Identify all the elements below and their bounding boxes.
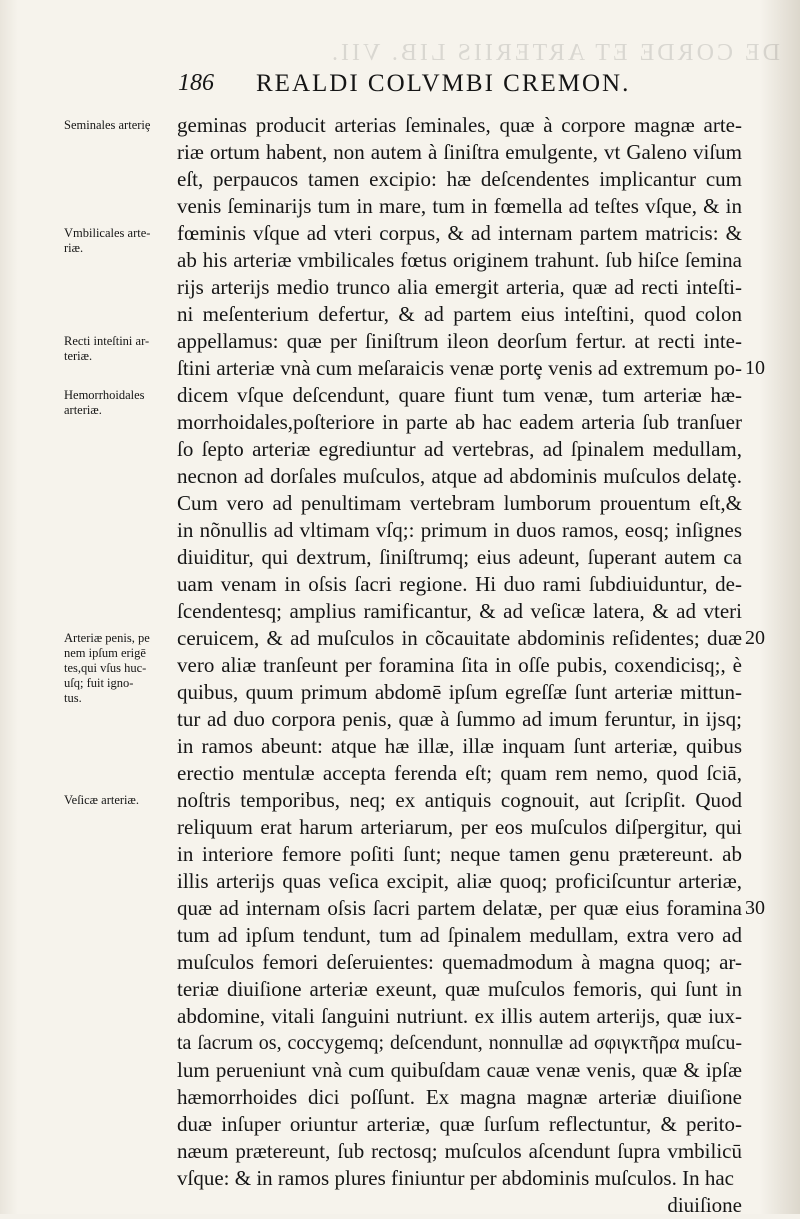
text-line: in interiore femore poſiti ſunt; neque tamen genu prætereunt. ab: [177, 842, 742, 866]
catchword: diuiſione: [667, 1193, 742, 1217]
text-line: reliquum erat harum arteriarum, per eos muſculos diſpergitur, qui: [177, 815, 742, 839]
marginal-note: Veſicæ arteriæ.: [64, 793, 139, 807]
text-line: illis arterijs quas veſica excipit, aliæ quoq; proficiſcuntur arteriæ,: [177, 869, 742, 893]
text-line: ceruicem, & ad muſculos in cõcauitate abdominis reſidentes; duæ: [177, 626, 742, 650]
text-line: quæ ad internam oſsis ſacri partem delatæ, per quæ eius foramina: [177, 896, 742, 920]
marginal-note: Vmbilicales arte- riæ.: [64, 226, 151, 255]
text-line: vero aliæ tranſeunt per foramina ſita in oſſe pubis, coxendicisq;, è: [177, 653, 742, 677]
text-line: muſculos femori deſeruientes: quemadmodum à magna quoq; ar-: [177, 950, 742, 974]
text-line: in ramos abeunt: atque hæ illæ, illæ inquam ſunt arteriæ, quibus: [177, 734, 742, 758]
text-line: fœminis vſque ad vteri corpus, & ad internam partem matricis: &: [177, 221, 742, 245]
text-line: necnon ad dorſales muſculos, atque ad abdominis muſculos delatȩ.: [177, 464, 742, 488]
text-line: teriæ diuiſione arteriæ exeunt, quæ muſculos femoris, qui ſunt in: [177, 977, 742, 1001]
text-line: tur ad duo corpora penis, quæ à ſummo ad imum feruntur, in ijsq;: [177, 707, 742, 731]
line-number: 30: [745, 897, 765, 919]
text-line: ſtini arteriæ vnà cum meſaraicis venæ portȩ venis ad extremum po-: [177, 356, 742, 380]
line-number: 20: [745, 627, 765, 649]
text-line: hæmorrhoides dici poſſunt. Ex magna magnæ arteriæ diuiſione: [177, 1085, 742, 1109]
text-line: duæ inſuper oriuntur arteriæ, quæ ſurſum reflectuntur, & perito-: [177, 1112, 742, 1136]
text-line: morrhoidales,poſteriore in parte ab hac eadem arteria ſub tranſuer: [177, 410, 742, 434]
page-number: 186: [178, 70, 214, 96]
text-line: Cum vero ad penultimam vertebram lumborum prouentum eſt,&: [177, 491, 742, 515]
text-line: riæ ortum habent, non autem à ſiniſtra emulgente, vt Galeno viſum: [177, 140, 742, 164]
text-line: ſcendentesq; amplius ramificantur, & ad veſicæ latera, & ad vteri: [177, 599, 742, 623]
marginal-note: Recti inteſtini ar- teriæ.: [64, 334, 150, 363]
show-through-text: DE CORDE ET ARTERIIS LIB. VII.: [329, 40, 780, 66]
text-line: eſt, perpaucos tamen excipio: hæ deſcendentes implicantur cum: [177, 167, 742, 191]
text-line: ſo ſepto arteriæ egrediuntur ad vertebras, ad ſpinalem medullam,: [177, 437, 742, 461]
text-line: appellamus: quæ per ſiniſtrum ileon deorſum fertur. at recti inte-: [177, 329, 742, 353]
marginal-note: Hemorrhoidales arteriæ.: [64, 388, 145, 417]
text-line: ni meſenterium defertur, & ad partem eius inteſtini, quod colon: [177, 302, 742, 326]
text-line: vſque: & in ramos plures finiuntur per abdominis muſculos. In hac: [177, 1166, 734, 1190]
text-line: in nõnullis ad vltimam vſq;: primum in duos ramos, eosq; inſignes: [177, 518, 742, 542]
text-line: noſtris temporibus, neq; ex antiquis cognouit, aut ſcripſit. Quod: [177, 788, 742, 812]
text-line: ab his arteriæ vmbilicales fœtus originem trahunt. ſub hiſce ſemina: [177, 248, 742, 272]
text-line: næum prætereunt, ſub rectosq; muſculos aſcendunt ſupra vmbilicū: [177, 1139, 742, 1163]
text-line: venis ſeminarijs tum in mare, tum in fœmella ad teſtes vſque, & in: [177, 194, 742, 218]
text-line: tum ad ipſum tendunt, tum ad ſpinalem medullam, extra vero ad: [177, 923, 742, 947]
text-line: abdomine, vitali ſanguini nutriunt. ex illis autem arterijs, quæ iux-: [177, 1004, 742, 1028]
text-line: geminas producit arterias ſeminales, quæ à corpore magnæ arte-: [177, 113, 742, 137]
text-line: diuiditur, qui dextrum, ſiniſtrumq; eius adeunt, ſuperant autem ca: [177, 545, 742, 569]
text-line: lum perueniunt vnà cum quibuſdam cauæ venæ venis, quæ & ipſæ: [177, 1058, 742, 1082]
marginal-note: Seminales arteriȩ: [64, 118, 151, 132]
text-line: rijs arterijs medio trunco alia emergit arteria, quæ ad recti inteſti-: [177, 275, 742, 299]
page-header: [178, 70, 738, 104]
text-line: dicem vſque deſcendunt, quare fiunt tum venæ, tum arteriæ hæ-: [177, 383, 742, 407]
running-title: REALDI COLVMBI CREMON.: [256, 70, 631, 97]
text-line: ta ſacrum os, coccygemq; deſcendunt, nonnullæ ad σφιγκτῆρα muſcu-: [177, 1032, 742, 1054]
text-line: erectio mentulæ accepta ferenda eſt; quam rem nemo, quod ſciā,: [177, 761, 742, 785]
line-number: 10: [745, 357, 765, 379]
text-line: uam venam in oſsis ſacri regione. Hi duo rami ſubdiuiduntur, de-: [177, 572, 742, 596]
marginal-note: Arteriæ penis, pe nem ipſum erigē tes,qui vſus huc- uſq; fuit igno- tus.: [64, 631, 150, 705]
text-line: quibus, quum primum abdomē ipſum egreſſæ ſunt arteriæ mittun-: [177, 680, 742, 704]
